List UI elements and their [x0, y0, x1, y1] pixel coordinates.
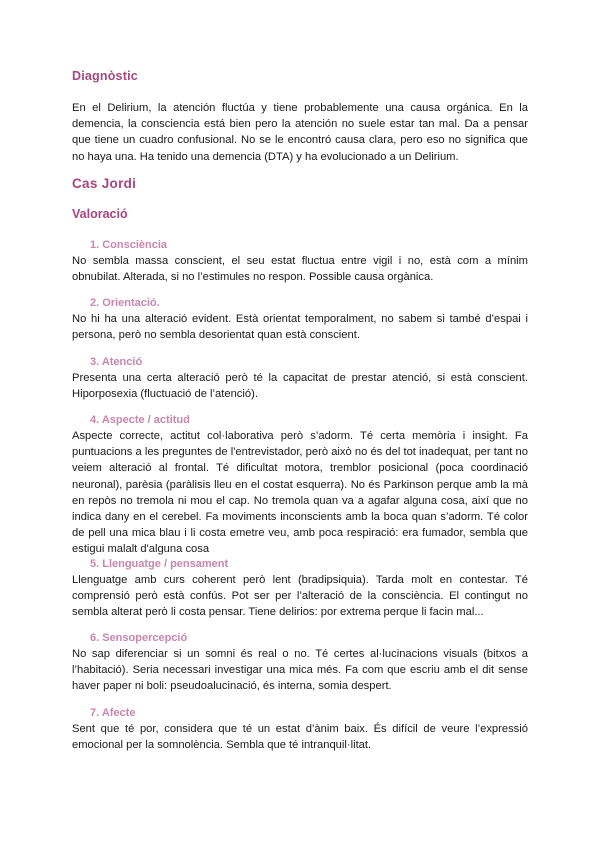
section-title-consciousness: 1. Consciència: [90, 239, 168, 251]
section-title-language: 5. Llenguatge / pensament: [90, 558, 229, 570]
diagnostic-paragraph: En el Delirium, la atención fluctúa y tiene probablemente una causa orgánica. En la demencia, la consciencia está bien pero la atención no suele estar tan mal. Da a pensar que tiene un cuadro confusional. No se le encontró causa clara, pero eso no significa que no haya una. Ha tenido una demencia (DTA) y ha evolucionado a un Delirium.: [72, 102, 528, 163]
section-title-appearance: 4. Aspecte / actitud: [90, 414, 190, 426]
diagnostic-heading: Diagnòstic: [72, 69, 138, 83]
assessment-heading: Valoració: [72, 207, 128, 221]
section-title-affect: 7. Afecte: [90, 707, 136, 719]
section-title-attention: 3. Atenció: [90, 356, 143, 368]
section-title-orientation: 2. Orientació.: [90, 297, 160, 309]
section-text-perception: No sap diferenciar si un somni és real o no. Té certes al·lucinacions visuals (bitxos a l’habitació). Seria necessari investigar una mica més. Fa com que escriu amb el dit sense haver paper ni boli: pseudoalucinació, és interna, somia despert.: [72, 648, 528, 693]
case-heading: Cas Jordi: [72, 176, 137, 191]
section-text-affect: Sent que té por, considera que té un estat d’ànim baix. És difícil de veure l’expressió emocional per la somnolència. Sembla que té intranquil·litat.: [72, 723, 528, 752]
section-text-appearance: Aspecte correcte, actitut col·laborativa però s’adorm. Té certa memòria i insight. Fa puntuacions a les preguntes de l'entrevistador, però això no és del tot inadequat, per tant no veiem alteració al frontal. Té dificultat motora, tremblor posicional (poca coordinació neuronal), parèsia (paràlisis lleu en el costat esquerra). No és Parkinson perque amb la mà en repòs no tremola ni mou el cap. No tremola quan va a agafar alguna cosa, així que no indica dany en el cerebel. Fa moviments inconscients amb la boca quan s’adorm. Té color de pell una mica blau i li costa emetre veu, amb poca respiració: era fumador, sembla que estigui malalt d'alguna cosa: [72, 430, 528, 556]
section-text-language: Llenguatge amb curs coherent però lent (bradipsiquia). Tarda molt en contestar. Té comprensió però està confús. Pot ser per l’alteració de la consciència. El contingut no sembla alterat però li costa pensar. Tiene delirios: por extrema perque li facin mal...: [72, 574, 528, 619]
section-text-orientation: No hi ha una alteració evident. Està orientat temporalment, no sabem si també d’espai i persona, però no sembla desorientat quan està conscient.: [72, 313, 528, 342]
section-text-attention: Presenta una certa alteració però té la capacitat de prestar atenció, si està conscient. Hiporposexia (fluctuació de l’atenció).: [72, 372, 528, 401]
section-text-consciousness: No sembla massa conscient, el seu estat fluctua entre vigil i no, està com a mínim obnubilat. Alterada, si no l’estimules no respon. Possible causa orgànica.: [72, 255, 528, 284]
section-title-perception: 6. Sensopercepció: [90, 632, 188, 644]
